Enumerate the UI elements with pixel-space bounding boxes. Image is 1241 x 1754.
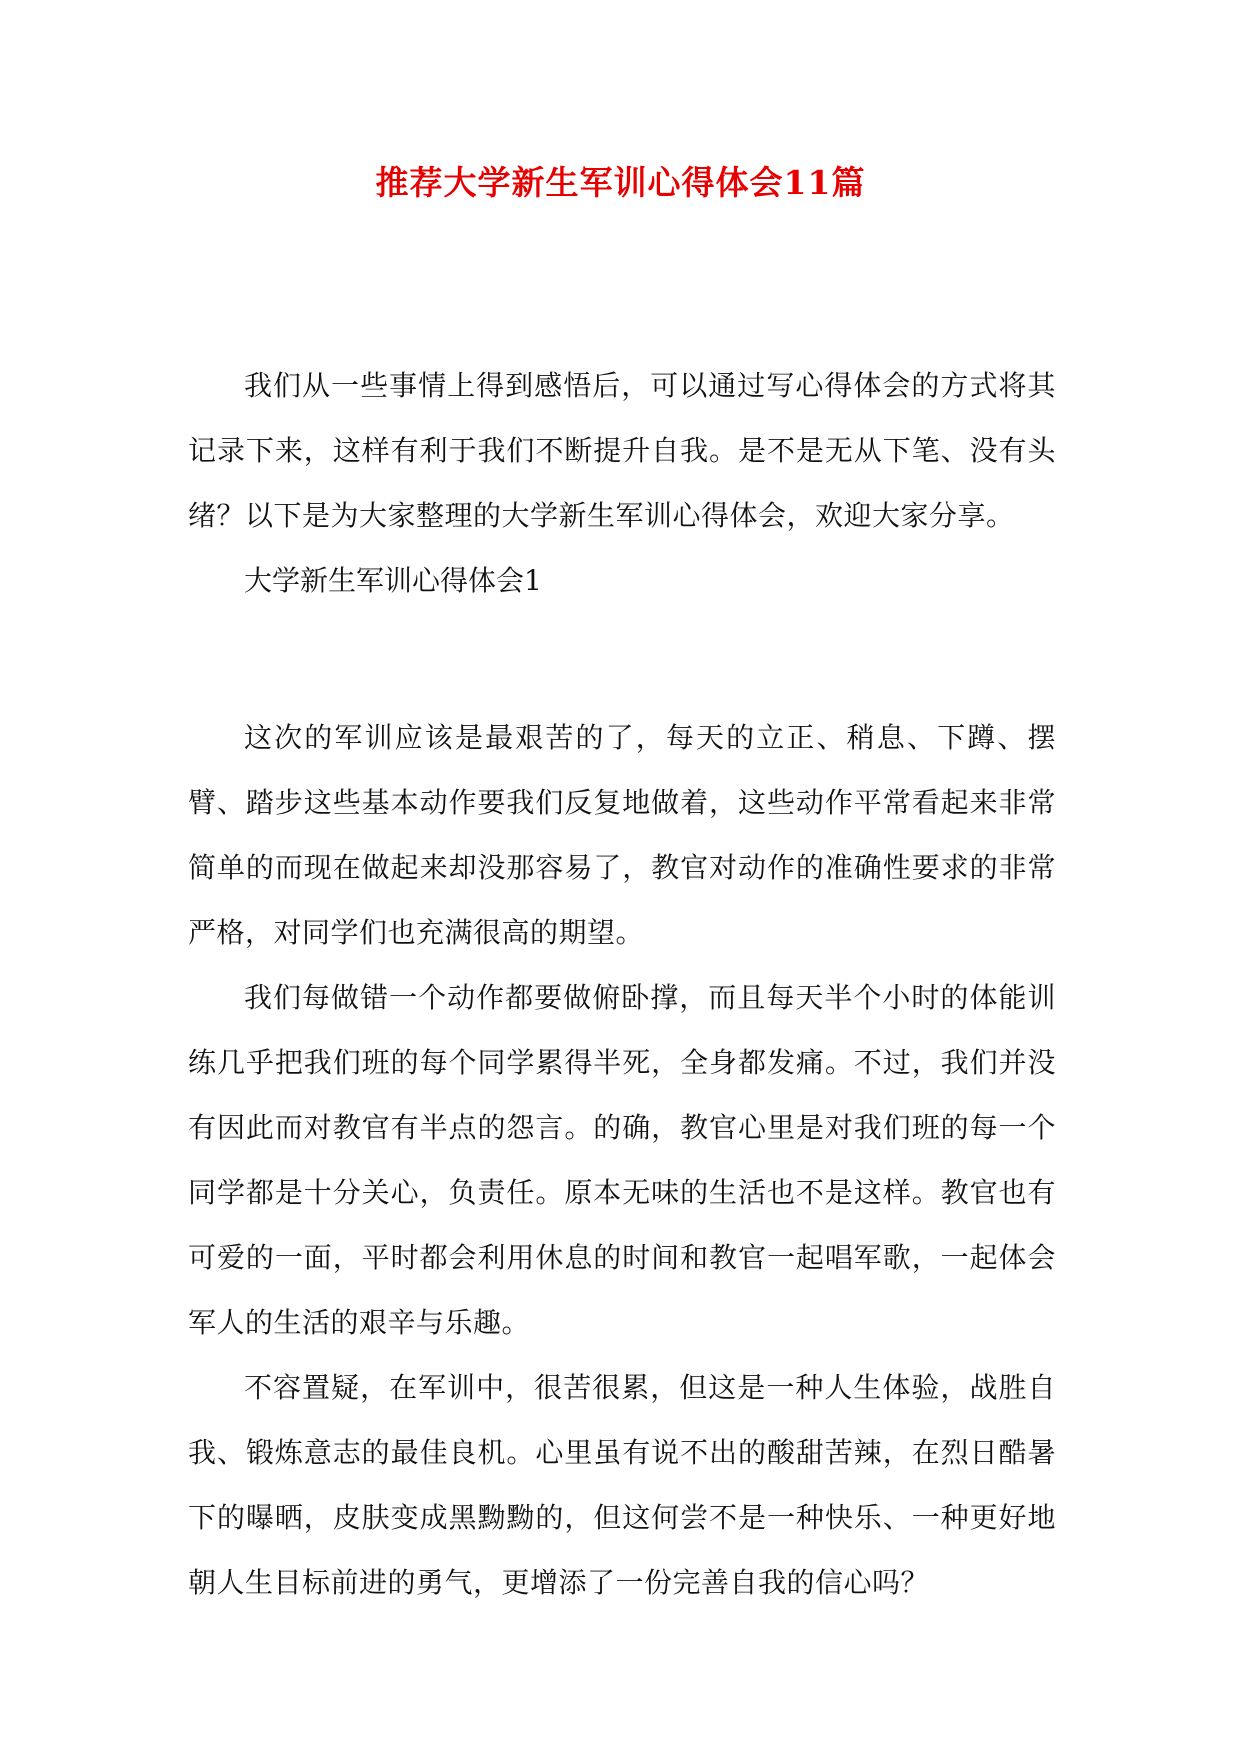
body-paragraph-1: 这次的军训应该是最艰苦的了，每天的立正、稍息、下蹲、摆臂、踏步这些基本动作要我们反复地做着，这些动作平常看起来非常简单的而现在做起来却没那容易了，教官对动作的准确性要求的非常严格，对同学们也充满很高的期望。 — [188, 721, 1056, 949]
intro-paragraph: 我们从一些事情上得到感悟后，可以通过写心得体会的方式将其记录下来，这样有利于我们不断提升自我。是不是无从下笔、没有头绪？以下是为大家整理的大学新生军训心得体会，欢迎大家分享。 — [188, 369, 1056, 532]
body-paragraph-3: 不容置疑，在军训中，很苦很累，但这是一种人生体验，战胜自我、锻炼意志的最佳良机。心里虽有说不出的酸甜苦辣，在烈日酷暑下的曝晒，皮肤变成黑黝黝的，但这何尝不是一种快乐、一种更好地朝人生目标前进的勇气，更增添了一份完善自我的信心吗？ — [188, 1371, 1056, 1599]
document-title: 推荐大学新生军训心得体会11篇 — [375, 163, 866, 202]
document-body — [188, 353, 1056, 1615]
section-heading: 大学新生军训心得体会1 — [244, 564, 542, 597]
body-paragraph-2: 我们每做错一个动作都要做俯卧撑，而且每天半个小时的体能训练几乎把我们班的每个同学累得半死，全身都发痛。不过，我们并没有因此而对教官有半点的怨言。的确，教官心里是对我们班的每一个同学都是十分关心，负责任。原本无味的生活也不是这样。教官也有可爱的一面，平时都会利用休息的时间和教官一起唱军歌，一起体会军人的生活的艰辛与乐趣。 — [188, 981, 1056, 1339]
section-spacer — [188, 613, 1056, 705]
